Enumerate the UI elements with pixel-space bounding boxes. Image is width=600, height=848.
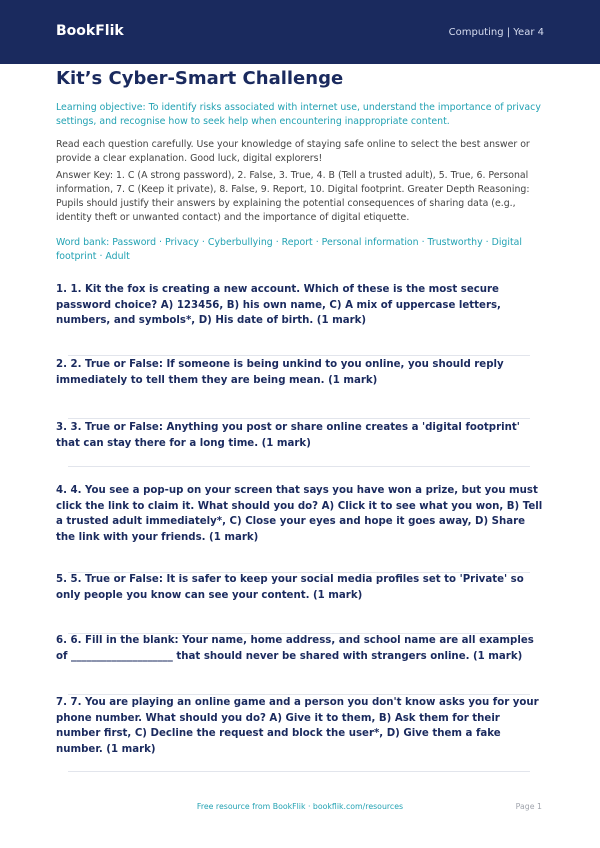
subject-year-label: Computing | Year 4 xyxy=(448,27,544,38)
question-4: 4. 4. You see a pop-up on your screen that says you have won a prize, but you must click the link to claim it. What should you do? A) Click it to see what you won, B) Tell a trusted adult immediately*, C) Close your eyes and hope it goes away, D) Share the link with your friends. (1 mark) xyxy=(56,485,543,543)
question-1: 1. 1. Kit the fox is creating a new account. Which of these is the most secure password choice? A) 123456, B) his own name, C) A mix of uppercase letters, numbers, and symbols*, D) His date of birth. (1 mark) xyxy=(56,284,501,326)
question-6: 6. 6. Fill in the blank: Your name, home address, and school name are all examples of ____________________ that should never be shared with strangers online. (1 mark) xyxy=(56,635,534,662)
learning-objective: Learning objective: To identify risks associated with internet use, understand the importance of privacy settings, and recognise how to seek help when encountering inappropriate content. xyxy=(56,102,541,127)
question-7: 7. 7. You are playing an online game and a person you don't know asks you for your phone number. What should you do? A) Give it to them, B) Ask them for their number first, C) Decline the request and block the user*, D) Give them a fake number. (1 mark) xyxy=(56,697,539,755)
answer-line xyxy=(68,418,530,419)
answer-line xyxy=(68,355,530,356)
word-bank: Word bank: Password · Privacy · Cyberbullying · Report · Personal information · Trustworthy · Digital footprint · Adult xyxy=(56,237,523,262)
answer-line xyxy=(68,466,530,467)
worksheet-title: Kit’s Cyber-Smart Challenge xyxy=(56,68,344,89)
question-5: 5. 5. True or False: It is safer to keep your social media profiles set to 'Private' so only people you know can see your content. (1 mark) xyxy=(56,574,524,601)
page-header xyxy=(0,0,600,64)
page-number: Page 1 xyxy=(515,802,542,811)
instructions-text: Read each question carefully. Use your knowledge of staying safe online to select the best answer or provide a clear explanation. Good luck, digital explorers! xyxy=(56,139,530,164)
question-2: 2. 2. True or False: If someone is being unkind to you online, you should reply immediately to tell them they are being mean. (1 mark) xyxy=(56,359,504,386)
brand-logo: BookFlik xyxy=(56,23,124,39)
footer-divider xyxy=(68,771,530,772)
question-3: 3. 3. True or False: Anything you post or share online creates a 'digital footprint' that can stay there for a long time. (1 mark) xyxy=(56,422,520,449)
answer-key: Answer Key: 1. C (A strong password), 2. False, 3. True, 4. B (Tell a trusted adult), 5. True, 6. Personal information, 7. C (Keep it private), 8. False, 9. Report, 10. Digital footprint. Greater Depth Reasoning: Pupils should justify their answers by explaining the potential consequences of sharing data (e.g., identity theft or unwanted contact) and the importance of digital etiquette. xyxy=(56,170,530,223)
footer-resource-link[interactable]: Free resource from BookFlik · bookflik.com/resources xyxy=(196,802,404,811)
